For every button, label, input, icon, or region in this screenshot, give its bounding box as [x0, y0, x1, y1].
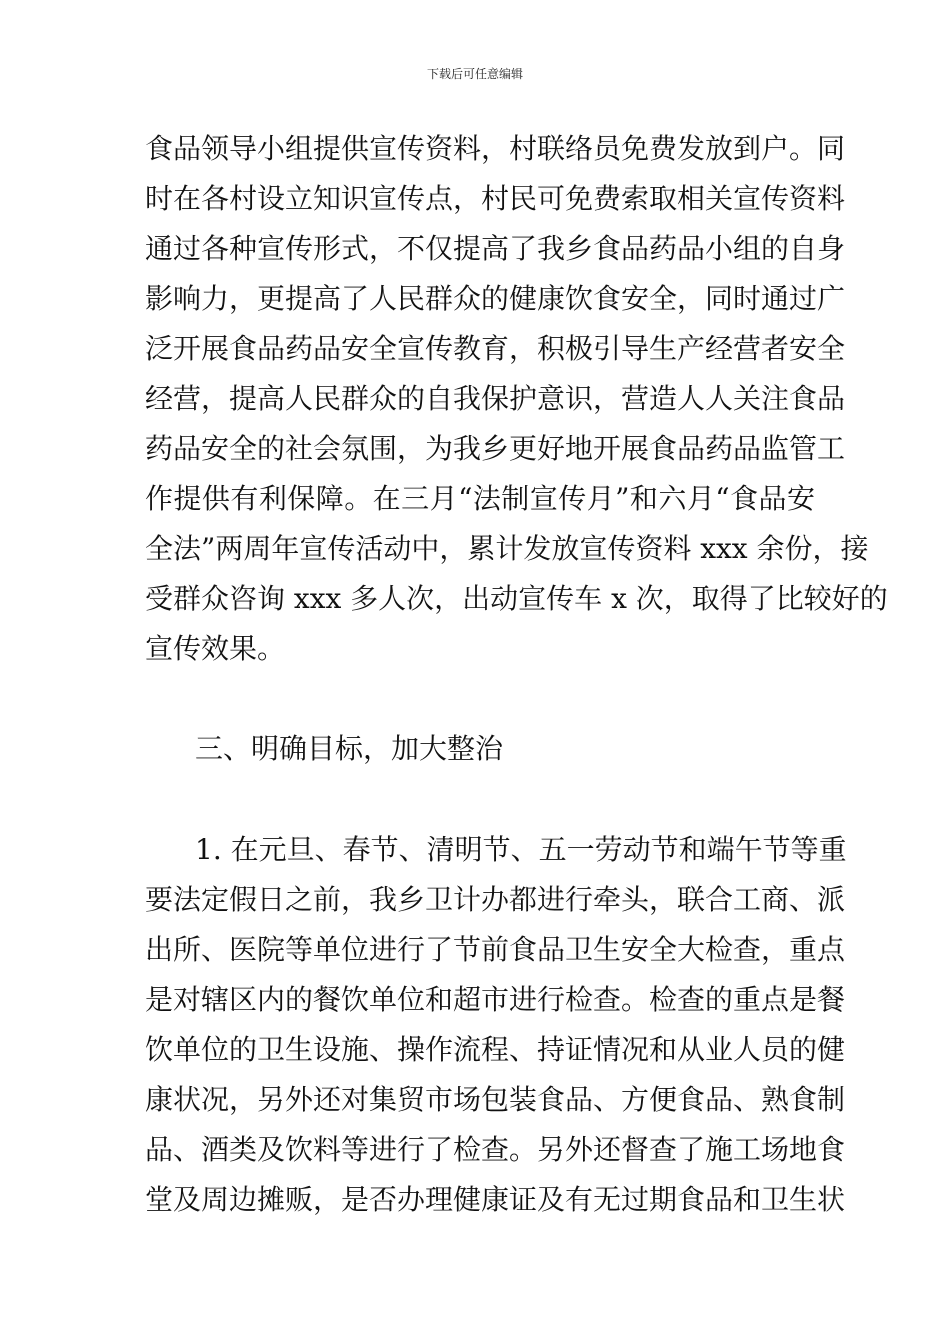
paragraph-line: 饮单位的卫生设施、操作流程、持证情况和从业人员的健: [145, 1033, 846, 1066]
paragraph-line: 是对辖区内的餐饮单位和超市进行检查。检查的重点是餐: [145, 983, 846, 1016]
paragraph-line: 受群众咨询 xxx 多人次，出动宣传车 x 次，取得了比较好的: [145, 582, 888, 615]
paragraph-line: 经营，提高人民群众的自我保护意识，营造人人关注食品: [145, 382, 846, 415]
paragraph-line: 宣传效果。: [145, 632, 286, 665]
header-note: 下载后可任意编辑: [426, 67, 523, 81]
paragraph-line: 1. 在元旦、春节、清明节、五一劳动节和端午节等重: [195, 833, 847, 866]
paragraph-line: 药品安全的社会氛围，为我乡更好地开展食品药品监管工: [145, 432, 846, 465]
paragraph-line: 要法定假日之前，我乡卫计办都进行牵头，联合工商、派: [145, 883, 846, 916]
section-heading: 三、明确目标，加大整治: [195, 732, 504, 765]
paragraph-line: 堂及周边摊贩，是否办理健康证及有无过期食品和卫生状: [145, 1183, 846, 1216]
paragraph-line: 康状况，另外还对集贸市场包装食品、方便食品、熟食制: [145, 1083, 846, 1116]
paragraph-line: 泛开展食品药品安全宣传教育，积极引导生产经营者安全: [145, 332, 846, 365]
paragraph-line: 通过各种宣传形式，不仅提高了我乡食品药品小组的自身: [145, 232, 846, 265]
paragraph-line: 食品领导小组提供宣传资料，村联络员免费发放到户。同: [145, 132, 846, 165]
paragraph-line: 品、酒类及饮料等进行了检查。另外还督查了施工场地食: [145, 1133, 846, 1166]
paragraph-line: 时在各村设立知识宣传点，村民可免费索取相关宣传资料: [145, 182, 846, 215]
paragraph-line: 全法”两周年宣传活动中，累计发放宣传资料 xxx 余份，接: [145, 532, 869, 565]
paragraph-line: 作提供有利保障。在三月“法制宣传月”和六月“食品安: [145, 482, 815, 515]
paragraph-line: 出所、医院等单位进行了节前食品卫生安全大检查，重点: [145, 933, 846, 966]
paragraph-line: 影响力，更提高了人民群众的健康饮食安全，同时通过广: [145, 282, 846, 315]
